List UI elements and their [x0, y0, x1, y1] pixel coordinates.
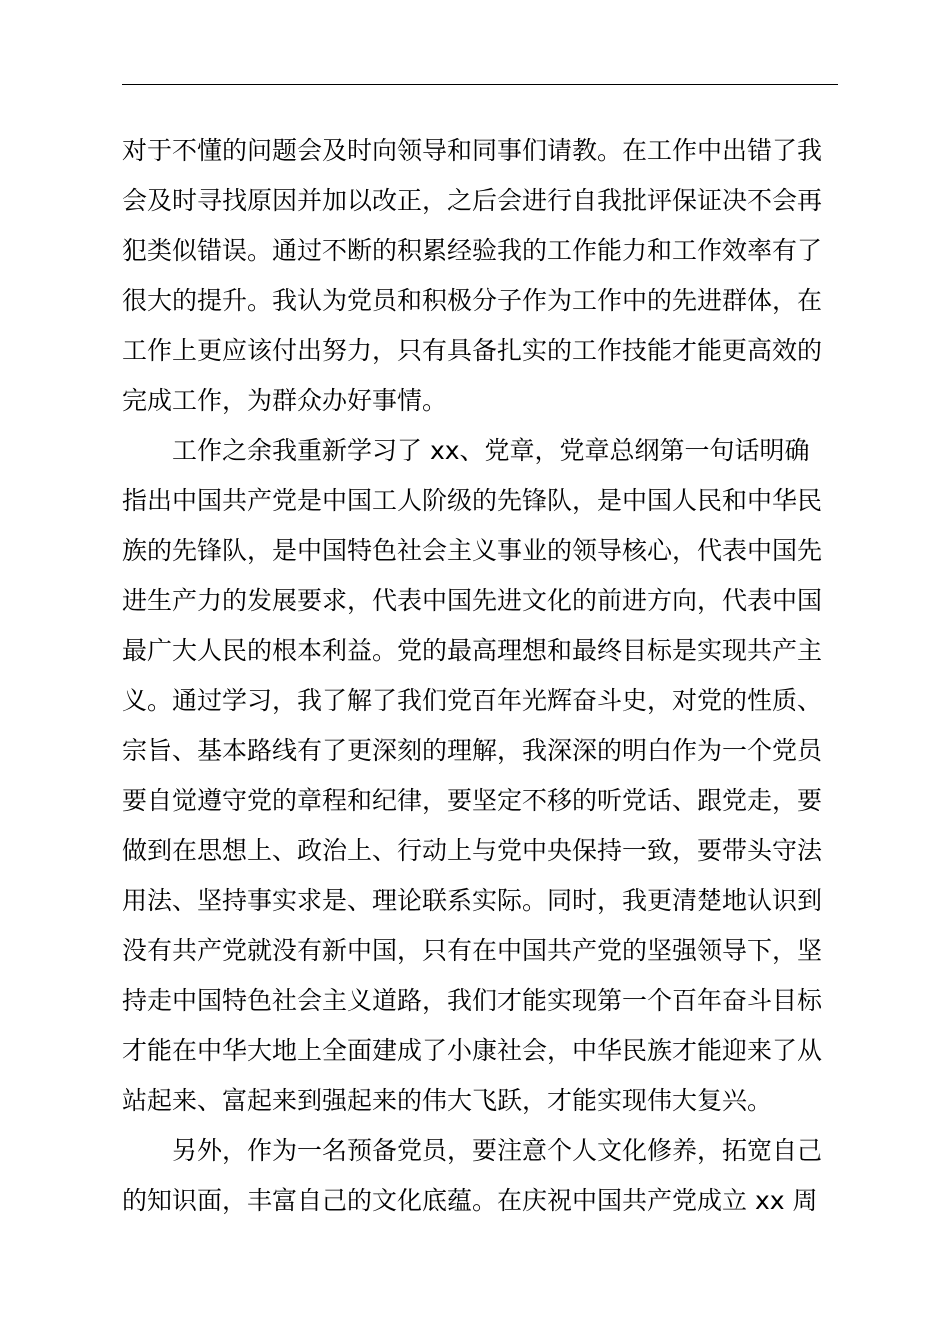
text-line: 宗旨、基本路线有了更深刻的理解，我深深的明白作为一个党员 — [122, 736, 823, 765]
text-line: 指出中国共产党是中国工人阶级的先锋队，是中国人民和中华民 — [122, 486, 823, 515]
text-line: 最广大人民的根本利益。党的最高理想和最终目标是实现共产主 — [122, 636, 823, 665]
text-line: 犯类似错误。通过不断的积累经验我的工作能力和工作效率有了 — [122, 236, 823, 265]
text-line: 完成工作，为群众办好事情。 — [122, 386, 448, 415]
text-line: 另外，作为一名预备党员，要注意个人文化修养，拓宽自己 — [122, 1136, 823, 1165]
text-line: 工作上更应该付出努力，只有具备扎实的工作技能才能更高效的 — [122, 336, 823, 365]
text-line: 义。通过学习，我了解了我们党百年光辉奋斗史，对党的性质、 — [122, 686, 823, 715]
text-line: 持走中国特色社会主义道路，我们才能实现第一个百年奋斗目标 — [122, 986, 823, 1015]
text-line: 会及时寻找原因并加以改正，之后会进行自我批评保证决不会再 — [122, 186, 823, 215]
text-line: 用法、坚持事实求是、理论联系实际。同时，我更清楚地认识到 — [122, 886, 823, 915]
text-line: 工作之余我重新学习了 xx、党章，党章总纲第一句话明确 — [122, 436, 810, 465]
text-line: 才能在中华大地上全面建成了小康社会，中华民族才能迎来了从 — [122, 1036, 823, 1065]
text-line: 没有共产党就没有新中国，只有在中国共产党的坚强领导下，坚 — [122, 936, 823, 965]
body-text — [122, 126, 838, 1226]
text-line: 的知识面，丰富自己的文化底蕴。在庆祝中国共产党成立 xx 周 — [122, 1186, 818, 1215]
text-line: 很大的提升。我认为党员和积极分子作为工作中的先进群体，在 — [122, 286, 823, 315]
text-line: 做到在思想上、政治上、行动上与党中央保持一致，要带头守法 — [122, 836, 823, 865]
text-line: 进生产力的发展要求，代表中国先进文化的前进方向，代表中国 — [122, 586, 823, 615]
text-line: 站起来、富起来到强起来的伟大飞跃，才能实现伟大复兴。 — [122, 1086, 773, 1115]
text-line: 族的先锋队，是中国特色社会主义事业的领导核心，代表中国先 — [122, 536, 823, 565]
text-line: 要自觉遵守党的章程和纪律，要坚定不移的听党话、跟党走，要 — [122, 786, 823, 815]
text-line: 对于不懂的问题会及时向领导和同事们请教。在工作中出错了我 — [122, 136, 823, 165]
header-rule — [122, 84, 838, 85]
